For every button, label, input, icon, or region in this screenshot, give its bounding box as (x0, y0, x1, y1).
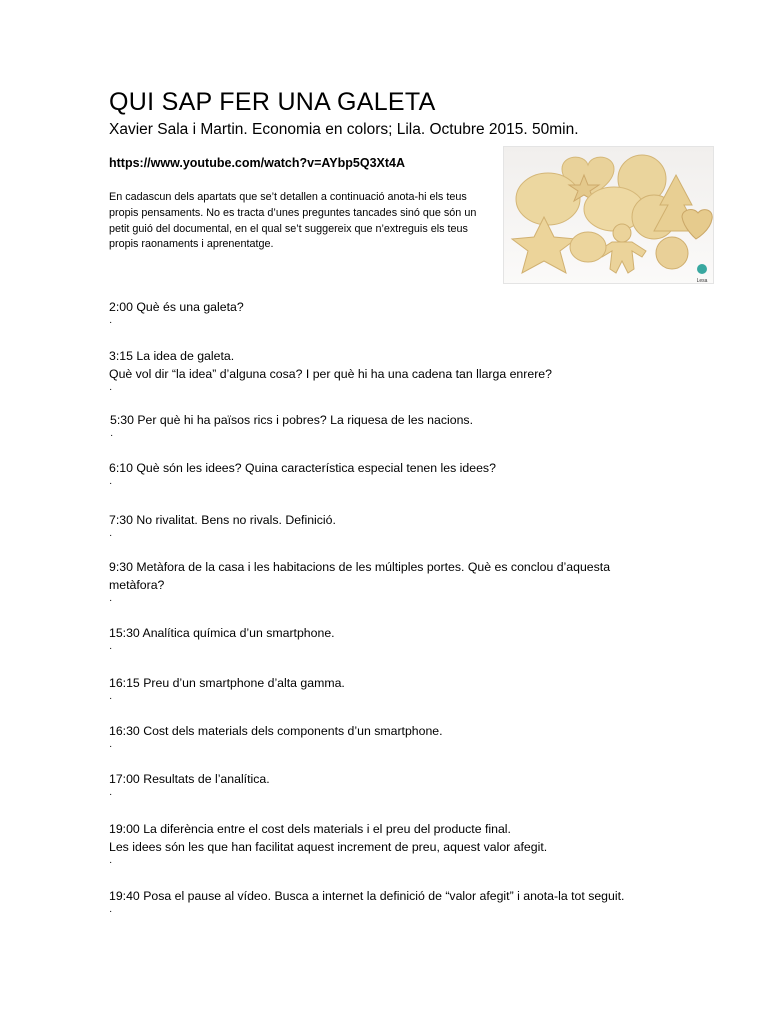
question-item (109, 347, 679, 395)
document-subtitle: Xavier Sala i Martin. Economia en colors; Lila. Octubre 2015. 50min. (109, 121, 579, 138)
answer-marker: · (109, 789, 113, 800)
question-text: 19:40 Posa el pause al vídeo. Busca a internet la definició de “valor afegit” i anota-la tot seguit. (109, 889, 625, 903)
question-text: metàfora? (109, 578, 165, 592)
answer-marker: · (109, 693, 113, 704)
question-text: 17:00 Resultats de l’analítica. (109, 772, 270, 786)
question-item (109, 511, 679, 541)
question-text: 6:10 Què són les idees? Quina característica especial tenen les idees? (109, 461, 496, 475)
question-text: 3:15 La idea de galeta. (109, 349, 235, 363)
answer-marker: · (109, 643, 113, 654)
answer-marker: · (110, 430, 114, 441)
photo-logo-text: Lesa (696, 278, 708, 284)
question-item (109, 820, 679, 868)
question-item (109, 558, 679, 606)
question-text: 16:15 Preu d’un smartphone d’alta gamma. (109, 676, 345, 690)
question-text: 2:00 Què és una galeta? (109, 300, 244, 314)
question-item (109, 459, 679, 489)
question-text: Les idees són les que han facilitat aquest increment de preu, aquest valor afegit. (109, 840, 548, 854)
question-text: 5:30 Per què hi ha països rics i pobres? La riquesa de les nacions. (110, 413, 473, 427)
cookies-photo (503, 146, 714, 284)
question-item (109, 674, 679, 704)
answer-marker: · (109, 741, 113, 752)
cookies-illustration (504, 147, 714, 284)
question-item (109, 722, 679, 752)
question-item (110, 411, 680, 441)
answer-marker: · (109, 317, 113, 328)
question-text: 16:30 Cost dels materials dels components d’un smartphone. (109, 724, 443, 738)
document-title: QUI SAP FER UNA GALETA (109, 88, 436, 116)
question-text: 15:30 Analítica química d’un smartphone. (109, 626, 335, 640)
answer-marker: · (109, 478, 113, 489)
answer-marker: · (109, 857, 113, 868)
answer-marker: · (109, 384, 113, 395)
question-text: 9:30 Metàfora de la casa i les habitacions de les múltiples portes. Què es conclou d’aquesta (109, 560, 611, 574)
video-link[interactable]: https://www.youtube.com/watch?v=AYbp5Q3Xt4A (109, 156, 405, 170)
question-text: Què vol dir “la idea” d’alguna cosa? I per què hi ha una cadena tan llarga enrere? (109, 367, 552, 381)
question-item (109, 770, 679, 800)
question-text: 7:30 No rivalitat. Bens no rivals. Definició. (109, 513, 336, 527)
intro-paragraph: En cadascun dels apartats que se’t detallen a continuació anota-hi els teus propis pensaments. No es tracta d’unes preguntes tancades sinó que són un petit guió del documental, en el qual se’t suggereix que n’extreguis els teus propis raonaments i aprenentatge. (109, 191, 477, 251)
question-text: 19:00 La diferència entre el cost dels materials i el preu del producte final. (109, 822, 511, 836)
answer-marker: · (109, 530, 113, 541)
answer-marker: · (109, 906, 113, 917)
answer-marker: · (109, 595, 113, 606)
question-item (109, 298, 679, 328)
question-item (109, 624, 679, 654)
question-item (109, 887, 679, 917)
